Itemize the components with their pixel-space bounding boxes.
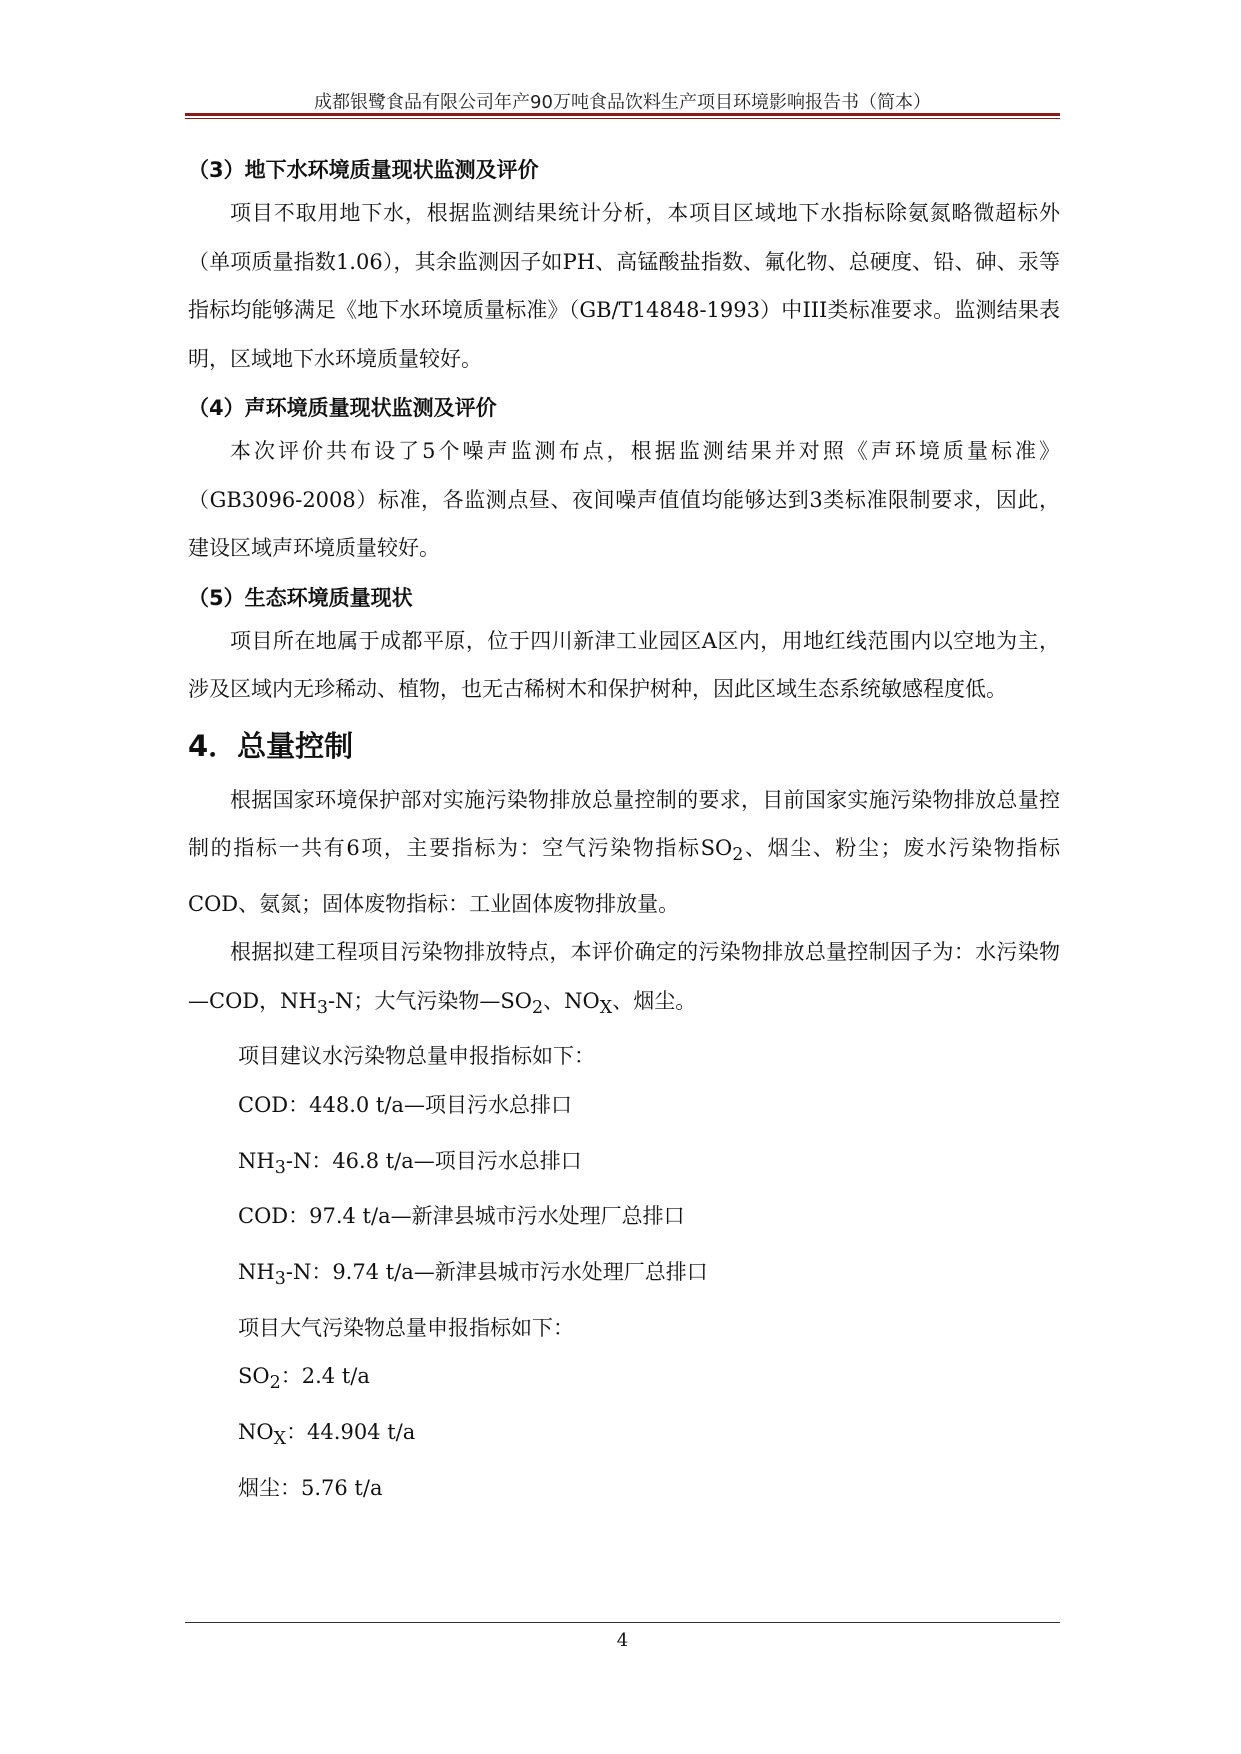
footer-rule bbox=[185, 1622, 1060, 1623]
page-header: 成都银鹭食品有限公司年产90万吨食品饮料生产项目环境影响报告书（简本） bbox=[314, 92, 931, 113]
subscript: 3 bbox=[316, 997, 328, 1018]
subscript: 2 bbox=[269, 1373, 281, 1394]
header-rule-thick bbox=[185, 113, 1060, 116]
text-run: -N：46.8 t/a—项目污水总排口 bbox=[285, 1148, 582, 1173]
subscript: 2 bbox=[532, 997, 544, 1018]
page-content bbox=[188, 145, 1060, 1519]
section-heading-ecology: （5）生态环境质量现状 bbox=[188, 585, 413, 610]
text-run: COD：97.4 t/a—新津县城市污水处理厂总排口 bbox=[238, 1204, 685, 1229]
water-indicators-intro: 项目建议水污染物总量申报指标如下： bbox=[238, 1044, 595, 1069]
text-run: 根据拟建工程项目污染物排放特点，本评价确定的污染物排放总量控制因子为：水污染物—COD，NH bbox=[188, 940, 1060, 1013]
text-run: 根据国家环境保护部对实施污染物排放总量控制的要求，目前国家实施污染物排放总量控制的指标一共有6项，主要指标为：空气污染物指标SO bbox=[188, 787, 1060, 860]
text-run: NO bbox=[238, 1419, 274, 1444]
air-indicators-intro: 项目大气污染物总量申报指标如下： bbox=[238, 1315, 574, 1340]
text-run: NH bbox=[238, 1259, 275, 1284]
header-rule bbox=[185, 113, 1060, 119]
text-run: SO bbox=[238, 1364, 270, 1389]
subscript: X bbox=[273, 1429, 287, 1449]
text-run: 烟尘：5.76 t/a bbox=[238, 1475, 383, 1500]
text-run: ：2.4 t/a bbox=[280, 1364, 370, 1389]
paragraph-total-control-indicators bbox=[188, 776, 1060, 929]
text-run: -N：9.74 t/a—新津县城市污水处理厂总排口 bbox=[285, 1259, 708, 1284]
text-run: -N；大气污染物—SO bbox=[327, 988, 533, 1013]
water-indicator-item bbox=[188, 1081, 1060, 1137]
water-indicator-item bbox=[188, 1192, 1060, 1248]
water-indicator-item bbox=[188, 1248, 1060, 1304]
paragraph-control-factors bbox=[188, 928, 1060, 1032]
paragraph-groundwater: 项目不取用地下水，根据监测结果统计分析，本项目区域地下水指标除氨氮略微超标外（单项质量指数1.06），其余监测因子如PH、高锰酸盐指数、氟化物、总硬度、铅、砷、汞等指标均能够满足《地下水环境质量标准》（GB/T14848-1993）中III类标准要求。监测结果表明，区域地下水环境质量较好。 bbox=[188, 201, 1060, 371]
section-heading-noise: （4）声环境质量现状监测及评价 bbox=[188, 396, 497, 420]
text-run: 、烟尘、粉尘；废水污染物指标COD、氨氮；固体废物指标：工业固体废物排放量。 bbox=[188, 836, 1061, 916]
text-run: COD：448.0 t/a—项目污水总排口 bbox=[238, 1092, 572, 1117]
text-run: 、烟尘。 bbox=[612, 988, 697, 1013]
section-heading-groundwater: （3）地下水环境质量现状监测及评价 bbox=[188, 158, 539, 182]
text-run: NH bbox=[238, 1148, 275, 1173]
air-indicator-item bbox=[188, 1464, 1060, 1520]
subscript: 3 bbox=[274, 1269, 286, 1290]
subscript: 3 bbox=[274, 1157, 286, 1178]
text-run: ：44.904 t/a bbox=[286, 1419, 416, 1444]
subscript: X bbox=[599, 997, 613, 1018]
header-rule-thin bbox=[185, 118, 1060, 119]
air-indicator-item bbox=[188, 1352, 1060, 1408]
text-run: 、NO bbox=[543, 988, 600, 1013]
page-number: 4 bbox=[616, 1630, 629, 1651]
air-indicator-item bbox=[188, 1408, 1060, 1464]
subscript: 2 bbox=[732, 845, 744, 866]
chapter-heading-total-control: 4．总量控制 bbox=[188, 728, 354, 763]
paragraph-noise: 本次评价共布设了5个噪声监测布点，根据监测结果并对照《声环境质量标准》（GB3096-2008）标准，各监测点昼、夜间噪声值值均能够达到3类标准限制要求，因此，建设区域声环境质量较好。 bbox=[188, 439, 1060, 560]
water-indicator-item bbox=[188, 1137, 1060, 1193]
paragraph-ecology: 项目所在地属于成都平原，位于四川新津工业园区A区内，用地红线范围内以空地为主，涉及区域内无珍稀动、植物，也无古稀树木和保护树种，因此区域生态系统敏感程度低。 bbox=[188, 628, 1060, 701]
